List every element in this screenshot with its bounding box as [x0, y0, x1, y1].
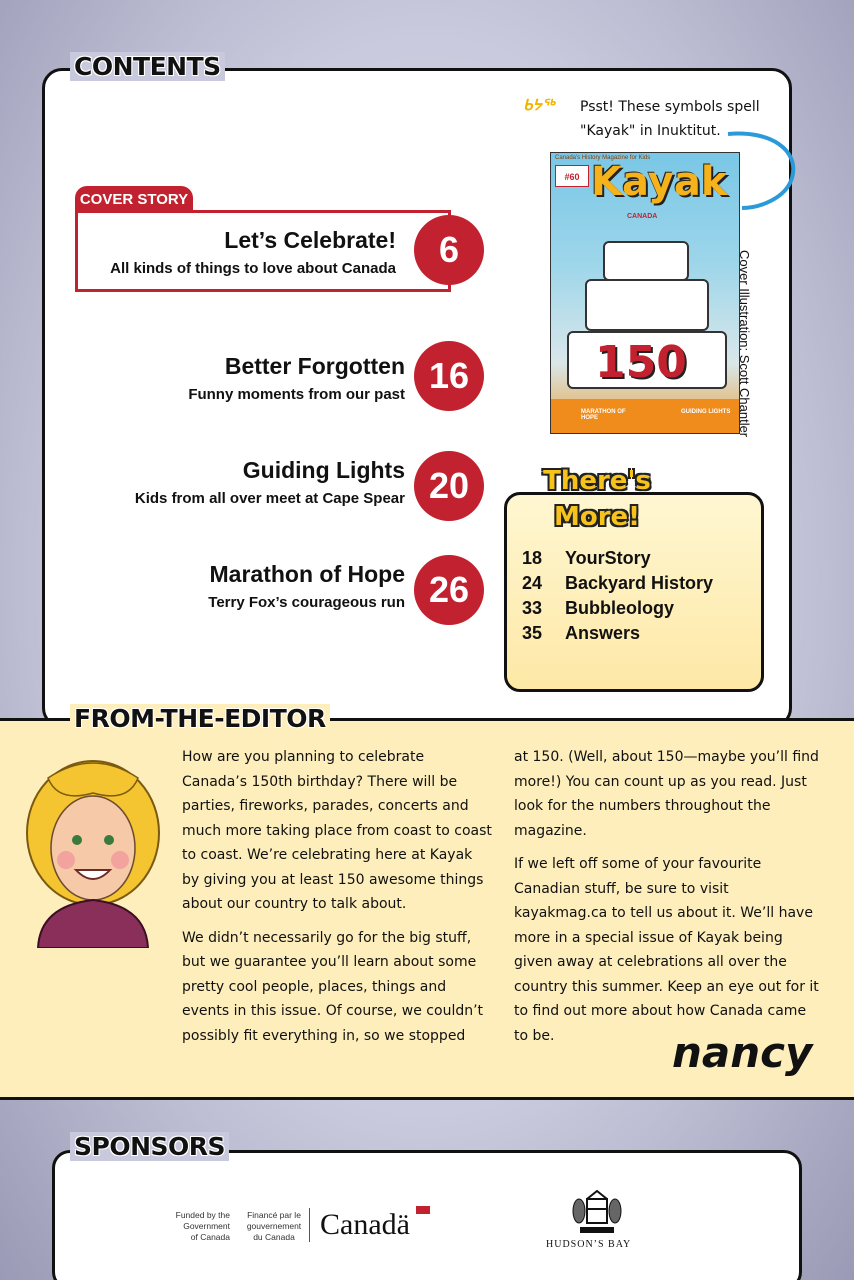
- editor-paragraph: How are you planning to celebrate Canada’s 150th birthday? There will be parties, fireworks, parades, concerts and much more taking place from coast to coast to coast. We’re celebrating here at Kayak by giving you at least 150 awesome things about our country to talk about.: [182, 749, 492, 912]
- story-subtitle: All kinds of things to love about Canada: [110, 260, 396, 277]
- hudsons-bay-crest-icon[interactable]: [572, 1187, 622, 1239]
- page-number-badge[interactable]: 20: [414, 451, 484, 521]
- editor-column-left: [182, 745, 492, 1048]
- story-guiding-lights[interactable]: [90, 456, 405, 507]
- more-item-answers[interactable]: [522, 623, 640, 644]
- more-item-title: Answers: [565, 623, 641, 643]
- psst-line: "Kayak" in Inuktitut.: [580, 123, 721, 139]
- story-lets-celebrate[interactable]: [90, 226, 396, 277]
- cake-top-tier: [603, 241, 689, 281]
- gov-funding-english: Funded by the Government of Canada: [175, 1210, 230, 1242]
- gov-funding-french: Financé par le gouvernement du Canada: [246, 1210, 302, 1242]
- sponsor-divider: [309, 1208, 310, 1242]
- page-number-badge[interactable]: 6: [414, 215, 484, 285]
- more-item-page: 24: [522, 573, 543, 593]
- more-item-page: 33: [522, 598, 543, 618]
- more-item-backyard-history[interactable]: [522, 573, 713, 594]
- cover-credit: Cover Illustration: Scott Chantler: [737, 250, 752, 438]
- editor-heading: FROM-THE-EDITOR: [70, 704, 330, 733]
- story-subtitle: Kids from all over meet at Cape Spear: [134, 490, 405, 507]
- theres-more-line: More!: [553, 502, 641, 532]
- magazine-cover-image[interactable]: [550, 152, 740, 434]
- canada-wordmark[interactable]: Canadä: [320, 1208, 410, 1241]
- more-item-title: Backyard History: [565, 573, 714, 593]
- editor-paragraph: If we left off some of your favourite Canadian stuff, be sure to visit kayakmag.ca to tell us about it. We’ll have more in a special issue of Kayak being given away at celebrations all over the country this summer. Keep an eye out for it to find out more about how Canada came to be.: [514, 856, 819, 1044]
- canada-flag-icon: [416, 1206, 430, 1214]
- cover-story-tab: COVER STORY: [75, 186, 193, 212]
- cover-country: CANADA: [627, 213, 658, 220]
- editor-paragraph: We didn’t necessarily go for the big stuff, but we guarantee you’ll learn about some pretty cool people, places, things and events in this issue. Of course, we couldn’t possibly fit everything in, so we stopped: [182, 929, 484, 1044]
- contents-heading: CONTENTS: [70, 52, 225, 81]
- cover-150: 150: [595, 337, 687, 388]
- story-title: Let’s Celebrate!: [224, 227, 396, 253]
- cover-footer-left: MARATHON OF HOPE: [581, 409, 626, 421]
- cover-masthead: Kayak: [591, 159, 728, 205]
- more-item-yourstory[interactable]: [522, 548, 651, 569]
- cake-middle-tier: [585, 279, 709, 331]
- cover-footer-band: [551, 399, 740, 434]
- hudsons-bay-wordmark[interactable]: HUDSON’S BAY: [546, 1239, 632, 1250]
- inuktitut-syllabics: ᑲᔭᖅ: [523, 97, 555, 114]
- editor-portrait: [18, 748, 168, 948]
- more-item-page: 35: [522, 623, 543, 643]
- page-number-badge[interactable]: 26: [414, 555, 484, 625]
- cover-issue-badge: #60: [555, 165, 589, 187]
- story-title: Guiding Lights: [242, 457, 405, 483]
- theres-more-heading: [527, 463, 667, 535]
- more-item-bubbleology[interactable]: [522, 598, 674, 619]
- story-title: Marathon of Hope: [209, 561, 405, 587]
- cover-tagline: Canada's History Magazine for Kids: [555, 155, 651, 161]
- editor-signature: nancy: [672, 1028, 813, 1077]
- editor-column-right: [514, 745, 824, 1048]
- more-item-page: 18: [522, 548, 543, 568]
- page-number-badge[interactable]: 16: [414, 341, 484, 411]
- theres-more-line: There's: [543, 466, 651, 496]
- sponsors-panel: [52, 1150, 802, 1280]
- story-subtitle: Funny moments from our past: [188, 386, 405, 403]
- more-item-title: Bubbleology: [565, 598, 674, 618]
- sponsors-heading: SPONSORS: [70, 1132, 229, 1161]
- story-better-forgotten[interactable]: [120, 352, 405, 403]
- editor-paragraph: at 150. (Well, about 150—maybe you’ll find more!) You can count up as you read. Just look for the numbers throughout the magazine.: [514, 749, 819, 839]
- story-title: Better Forgotten: [224, 353, 405, 379]
- more-item-title: YourStory: [565, 548, 651, 568]
- story-subtitle: Terry Fox’s courageous run: [208, 594, 405, 611]
- story-marathon-of-hope[interactable]: [120, 560, 405, 611]
- psst-line: Psst! These symbols spell: [580, 99, 760, 115]
- cover-footer-right: GUIDING LIGHTS: [681, 409, 731, 415]
